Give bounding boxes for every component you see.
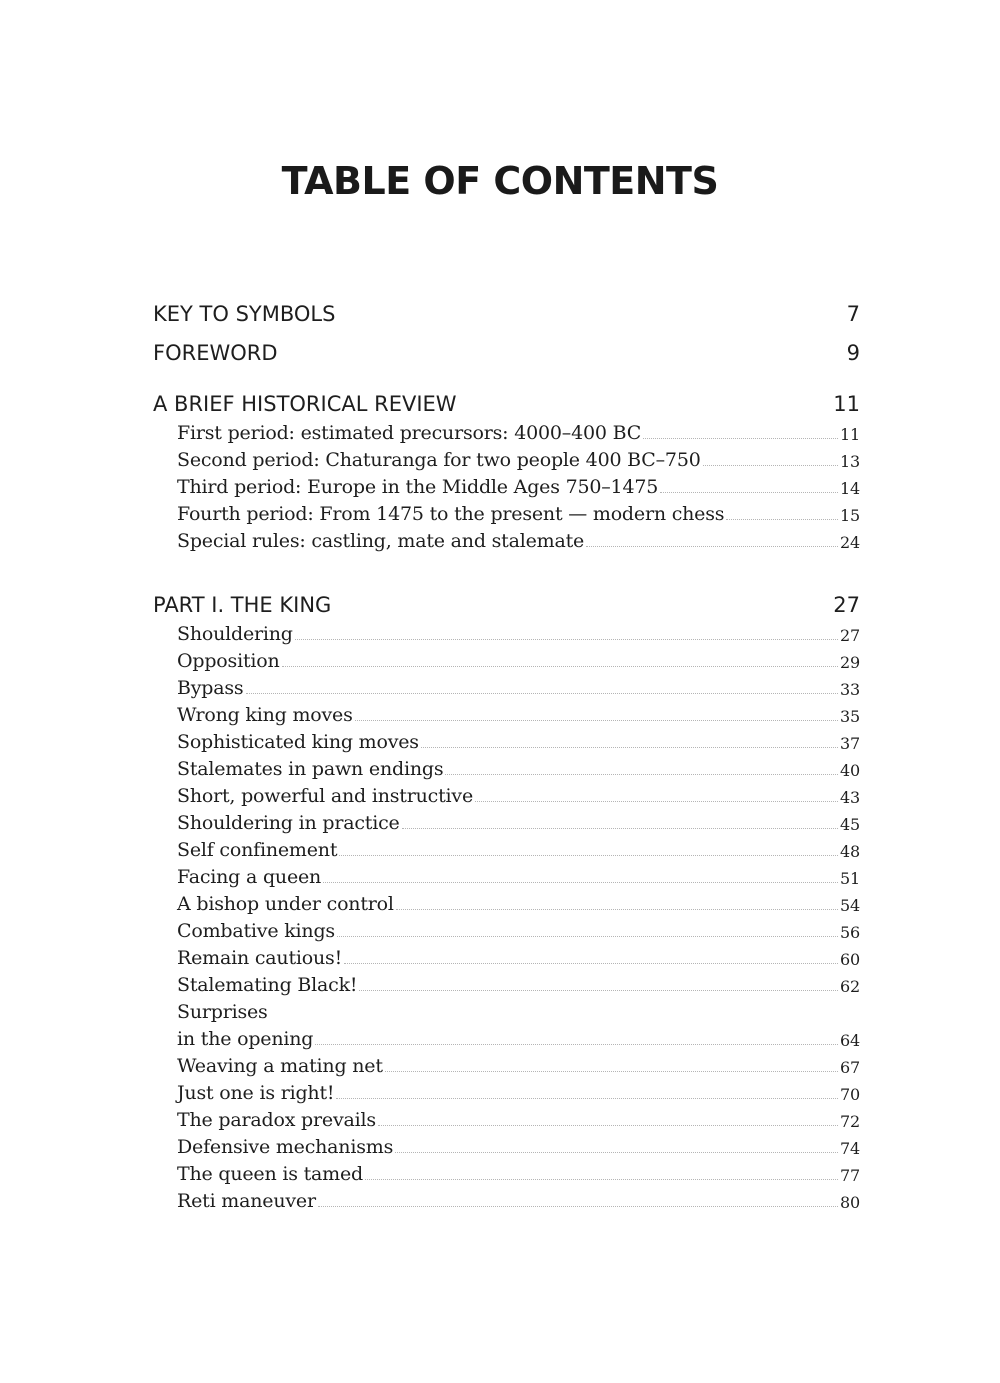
toc-page-number: 27 <box>833 593 860 617</box>
toc-page-number: 35 <box>840 707 860 726</box>
toc-entry[interactable] <box>177 1132 860 1158</box>
toc-page-number: 72 <box>840 1112 860 1131</box>
dot-leader <box>586 546 838 547</box>
toc-entry[interactable] <box>177 754 860 780</box>
toc-page-number: 54 <box>840 896 860 915</box>
toc-entry[interactable] <box>177 1024 860 1050</box>
dot-leader <box>660 492 838 493</box>
toc-page-number: 11 <box>840 425 860 444</box>
toc-entry-label: Opposition <box>177 650 280 672</box>
toc-page-number: 40 <box>840 761 860 780</box>
toc-entry-label: Stalemating Black! <box>177 974 358 996</box>
toc-entry-label: Reti maneuver <box>177 1190 316 1212</box>
toc-page-number: 27 <box>840 626 860 645</box>
dot-leader <box>421 747 838 748</box>
toc-section-entry[interactable] <box>153 384 860 416</box>
toc-page-number: 51 <box>840 869 860 888</box>
toc-page-number: 67 <box>840 1058 860 1077</box>
toc-entry[interactable] <box>177 970 860 996</box>
dot-leader <box>395 1152 838 1153</box>
toc-entry-label: Just one is right! <box>177 1082 335 1104</box>
toc-entry-label: Sophisticated king moves <box>177 731 419 753</box>
dot-leader <box>336 1098 838 1099</box>
toc-page-number: 77 <box>840 1166 860 1185</box>
toc-entry-label: Stalemates in pawn endings <box>177 758 444 780</box>
toc-page-number: 24 <box>840 533 860 552</box>
toc-entry[interactable] <box>177 1051 860 1077</box>
toc-entry[interactable] <box>177 1105 860 1131</box>
dot-leader <box>355 720 838 721</box>
toc-entry[interactable] <box>177 619 860 645</box>
toc-section-entry[interactable] <box>153 333 860 365</box>
page-title: TABLE OF CONTENTS <box>281 159 719 203</box>
toc-entry[interactable] <box>177 472 860 498</box>
dot-leader <box>726 519 838 520</box>
toc-entry-label: Second period: Chaturanga for two people 400 BC–750 <box>177 449 701 471</box>
dot-leader <box>703 465 838 466</box>
dot-leader <box>385 1071 838 1072</box>
toc-entry-label: Short, powerful and instructive <box>177 785 473 807</box>
toc-entry[interactable] <box>177 445 860 471</box>
toc-entry-label: The queen is tamed <box>177 1163 364 1185</box>
toc-entry-label: Bypass <box>177 677 244 699</box>
toc-entry[interactable] <box>177 646 860 672</box>
toc-page-number: 9 <box>846 341 860 365</box>
toc-entry[interactable] <box>177 808 860 834</box>
toc-entry-label: Third period: Europe in the Middle Ages 750–1475 <box>177 476 659 498</box>
toc-page-number: 33 <box>840 680 860 699</box>
toc-entry[interactable] <box>177 499 860 525</box>
toc-entry-label: KEY TO SYMBOLS <box>153 302 336 326</box>
toc-page-number: 15 <box>840 506 860 525</box>
toc-page-number: 70 <box>840 1085 860 1104</box>
toc-page-number: 74 <box>840 1139 860 1158</box>
dot-leader <box>643 438 838 439</box>
toc-entry-label: Facing a queen <box>177 866 322 888</box>
toc-entry[interactable] <box>177 673 860 699</box>
toc-page-number: 11 <box>833 392 860 416</box>
toc-entry-label: Shouldering <box>177 623 293 645</box>
toc-page-number: 13 <box>840 452 860 471</box>
toc-entry-label: Remain cautious! <box>177 947 343 969</box>
dot-leader <box>396 909 838 910</box>
dot-leader <box>323 882 838 883</box>
toc-entry[interactable] <box>177 700 860 726</box>
toc-entry-label: PART I. THE KING <box>153 593 332 617</box>
toc-entry[interactable] <box>177 526 860 552</box>
toc-entry-label: Wrong king moves <box>177 704 353 726</box>
dot-leader <box>365 1179 838 1180</box>
toc-entry[interactable] <box>177 1186 860 1212</box>
toc-entry[interactable] <box>177 1159 860 1185</box>
dot-leader <box>337 936 838 937</box>
dot-leader <box>339 855 838 856</box>
dot-leader <box>295 639 838 640</box>
toc-entry-label: Self confinement <box>177 839 338 861</box>
toc-entry-label: The paradox prevails <box>177 1109 376 1131</box>
toc-page-number: 37 <box>840 734 860 753</box>
toc-entry-label: Defensive mechanisms <box>177 1136 394 1158</box>
toc-page-number: 45 <box>840 815 860 834</box>
toc-entry[interactable] <box>177 889 860 915</box>
toc-entry-label: Surprises <box>177 1001 268 1023</box>
toc-entry-label: Special rules: castling, mate and stalemate <box>177 530 585 552</box>
toc-entry-label: in the opening <box>177 1028 314 1050</box>
toc-page-number: 29 <box>840 653 860 672</box>
dot-leader <box>246 693 839 694</box>
toc-entry-label: Shouldering in practice <box>177 812 400 834</box>
dot-leader <box>315 1044 838 1045</box>
toc-entry[interactable] <box>177 835 860 861</box>
toc-page-number: 62 <box>840 977 860 996</box>
toc-entry[interactable] <box>177 916 860 942</box>
toc-page-number: 7 <box>846 302 860 326</box>
toc-entry-label: First period: estimated precursors: 4000–400 BC <box>177 422 642 444</box>
toc-entry[interactable] <box>177 781 860 807</box>
toc-entry-label: A bishop under control <box>177 893 394 915</box>
toc-page-number: 14 <box>840 479 860 498</box>
toc-entry[interactable] <box>177 943 860 969</box>
toc-entry[interactable] <box>177 1078 860 1104</box>
toc-entry[interactable] <box>177 997 860 1023</box>
toc-page-number: 64 <box>840 1031 860 1050</box>
dot-leader <box>402 828 838 829</box>
dot-leader <box>282 666 838 667</box>
dot-leader <box>359 990 838 991</box>
toc-section-entry[interactable] <box>153 294 860 326</box>
dot-leader <box>475 801 838 802</box>
toc-page-number: 43 <box>840 788 860 807</box>
toc-entry-label: A BRIEF HISTORICAL REVIEW <box>153 392 457 416</box>
toc-page-number: 60 <box>840 950 860 969</box>
toc-entry[interactable] <box>177 727 860 753</box>
dot-leader <box>318 1206 838 1207</box>
dot-leader <box>344 963 838 964</box>
toc-page-number: 48 <box>840 842 860 861</box>
toc-entry-label: Weaving a mating net <box>177 1055 383 1077</box>
dot-leader <box>378 1125 838 1126</box>
toc-entry-label: Fourth period: From 1475 to the present — modern chess <box>177 503 725 525</box>
toc-page-number: 56 <box>840 923 860 942</box>
dot-leader <box>445 774 838 775</box>
toc-page-number: 80 <box>840 1193 860 1212</box>
toc-entry-label: Combative kings <box>177 920 335 942</box>
toc-entry[interactable] <box>177 418 860 444</box>
toc-entry[interactable] <box>177 862 860 888</box>
toc-entry-label: FOREWORD <box>153 341 278 365</box>
toc-section-entry[interactable] <box>153 585 860 617</box>
